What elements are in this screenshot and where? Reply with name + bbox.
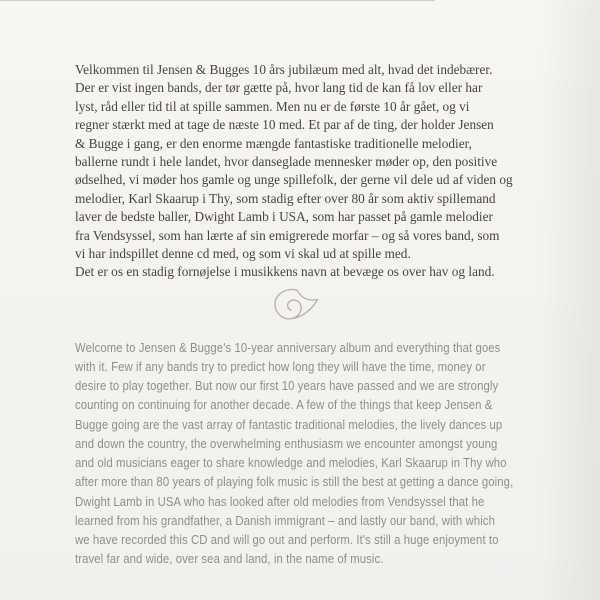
text-line: laver de bedste baller, Dwight Lamb i USA, som har passet på gamle melodier: [75, 210, 493, 226]
text-line: & Bugge i gang, er den enorme mængde fantastiske traditionelle melodier,: [75, 136, 472, 152]
text-line: Det er os en stadig fornøjelse i musikkens navn at bevæge os over hav og land.: [75, 265, 495, 281]
text-line: Dwight Lamb in USA who has looked after old melodies from Vendsyssel that he: [75, 493, 485, 509]
text-line: desire to play together. But now our first 10 years have passed and we are strongly: [75, 378, 499, 394]
text-line: and down the country, the overwhelming enthusiasm we encounter amongst young: [75, 435, 498, 451]
text-line: Der er vist ingen bands, der tør gætte på, hvor lang tid de kan få lov eller har: [75, 81, 483, 97]
text-line: fra Vendsyssel, som han lærte af sin emigrerede morfar – og så vores band, som: [75, 228, 500, 244]
text-line: learned from his grandfather, a Danish immigrant – and lastly our band, with which: [75, 512, 495, 528]
page-top-edge-line: [0, 0, 435, 1]
text-line: vi har indspillet denne cd med, og som vi skal ud at spille med.: [75, 247, 411, 263]
danish-paragraph: [75, 62, 531, 283]
text-line: counting on continuing for another decade. A few of the things that keep Jensen &: [75, 397, 493, 413]
text-line: Velkommen til Jensen & Bugges 10 års jubilæum med alt, hvad det indebærer.: [75, 63, 493, 78]
page-content: [75, 62, 555, 568]
text-line: lyst, råd eller tid til at spille sammen. Men nu er de første 10 år gået, og vi: [75, 99, 470, 115]
text-line: ødselhed, vi møder hos gamle og unge spillefolk, der gerne vil dele ud af viden og: [75, 173, 513, 189]
text-line: regner stærkt med at tage de næste 10 med. Et par af de ting, der holder Jensen: [75, 118, 494, 134]
text-line: ballerne rundt i hele landet, hvor danseglade mennesker møder op, den positive: [75, 155, 498, 171]
english-paragraph: [75, 338, 514, 568]
calligraphic-flourish-icon: [271, 287, 321, 325]
text-line: Welcome to Jensen & Bugge's 10-year anniversary album and everything that goes: [75, 339, 501, 355]
text-line: Bugge going are the vast array of fantastic traditional melodies, the lively dances up: [75, 416, 503, 432]
text-line: after more than 80 years of playing folk music is still the best at getting a dance going,: [75, 474, 514, 490]
text-line: melodier, Karl Skaarup i Thy, som stadig efter over 80 år som aktiv spillemand: [75, 191, 496, 207]
text-line: and old musicians eager to share knowledge and melodies, Karl Skaarup in Thy who: [75, 455, 507, 471]
text-line: travel far and wide, over sea and land, in the name of music.: [75, 551, 384, 567]
text-line: with it. Few if any bands try to predict how long they will have the time, money or: [75, 359, 486, 375]
text-line: we have recorded this CD and will go out and perform. It's still a huge enjoyment to: [75, 531, 499, 547]
